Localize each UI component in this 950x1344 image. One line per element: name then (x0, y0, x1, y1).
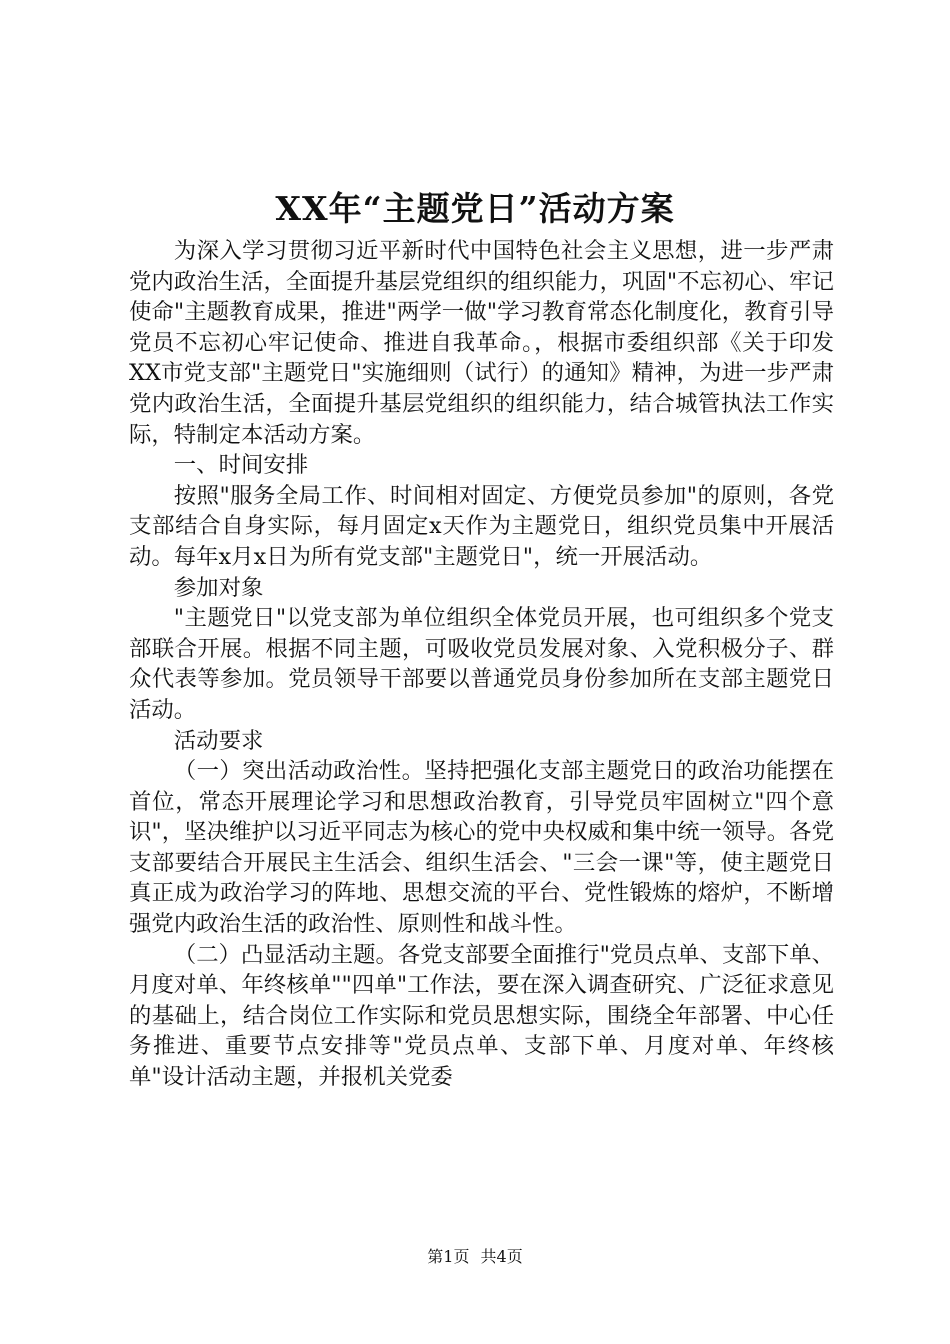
page-footer (0, 1244, 950, 1267)
page-total: 共4页 (480, 1247, 523, 1266)
section-heading-requirements: 活动要求 (173, 727, 264, 754)
document-title: XX年“主题党日”活动方案 (275, 189, 675, 228)
requirement-paragraph-1: （一）突出活动政治性。坚持把强化支部主题党日的政治功能摆在首位，常态开展理论学习和思想政治教育，引导党员牢固树立"四个意识"，坚决维护以习近平同志为核心的党中央权威和集中统一领导。各党支部要结合开展民主生活会、组织生活会、"三会一课"等，使主题党日真正成为政治学习的阵地、思想交流的平台、党性锻炼的熔炉，不断增强党内政治生活的政治性、原则性和战斗性。 (129, 758, 834, 938)
participants-paragraph: "主题党日"以党支部为单位组织全体党员开展，也可组织多个党支部联合开展。根据不同主题，可吸收党员发展对象、入党积极分子、群众代表等参加。党员领导干部要以普通党员身份参加所在支部主题党日活动。 (129, 605, 834, 723)
page-number: 第1页 (427, 1247, 470, 1266)
requirement-paragraph-2: （二）凸显活动主题。各党支部要全面推行"党员点单、支部下单、月度对单、年终核单""四单"工作法，要在深入调查研究、广泛征求意见的基础上，结合岗位工作实际和党员思想实际，围绕全年部署、中心任务推进、重要节点安排等"党员点单、支部下单、月度对单、年终核单"设计活动主题，并报机关党委 (129, 941, 834, 1091)
section-heading-participants: 参加对象 (173, 574, 264, 601)
section-heading-time: 一、时间安排 (173, 452, 309, 479)
intro-paragraph: 为深入学习贯彻习近平新时代中国特色社会主义思想，进一步严肃党内政治生活，全面提升基层党组织的组织能力，巩固"不忘初心、牢记使命"主题教育成果，推进"两学一做"学习教育常态化制度化，教育引导党员不忘初心牢记使命、推进自我革命。，根据市委组织部《关于印发XX市党支部"主题党日"实施细则（试行）的通知》精神，为进一步严肃党内政治生活，全面提升基层党组织的组织能力，结合城管执法工作实际，特制定本活动方案。 (129, 238, 834, 448)
time-paragraph: 按照"服务全局工作、时间相对固定、方便党员参加"的原则，各党支部结合自身实际，每月固定x天作为主题党日，组织党员集中开展活动。每年x月x日为所有党支部"主题党日"，统一开展活动。 (129, 482, 834, 570)
document-body (129, 236, 834, 1093)
